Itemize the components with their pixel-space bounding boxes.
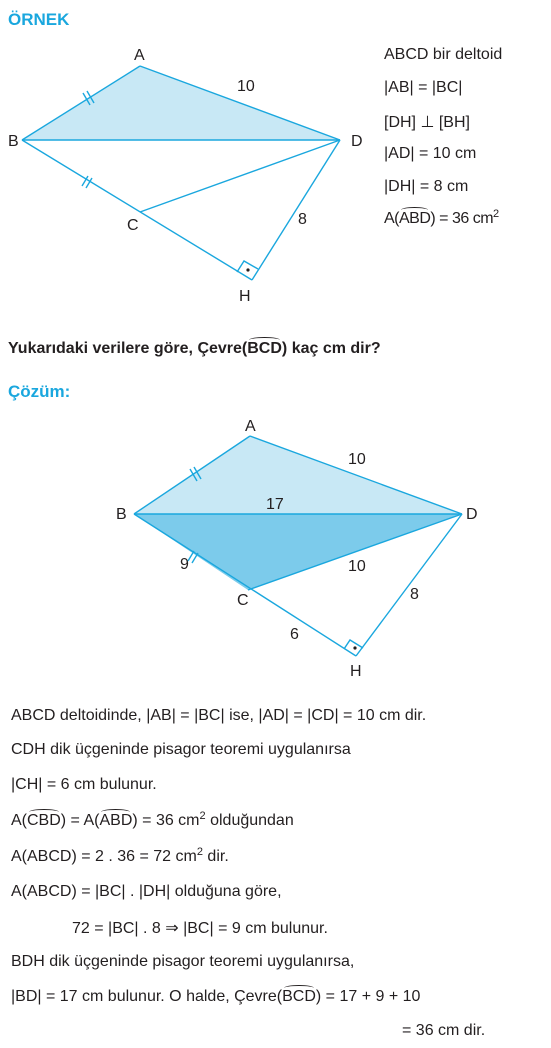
label-dh: 8 bbox=[410, 586, 419, 603]
vertex-h: H bbox=[350, 663, 362, 680]
solution-line-5: A(ABCD) = 2 . 36 = 72 $cm^2$ dir. bbox=[11, 846, 229, 865]
angle-hat: BCD bbox=[282, 988, 316, 1005]
label-bd: 17 bbox=[266, 496, 284, 513]
solution-line-7: 72 = |BC| . 8 ⇒ |BC| = 9 cm bulunur. bbox=[72, 920, 328, 937]
triangle-cbd-fill bbox=[134, 514, 462, 590]
label-ad: 10 bbox=[348, 451, 366, 468]
solution-line-2: CDH dik üçgeninde pisagor teoremi uygulanırsa bbox=[11, 741, 351, 758]
vertex-a: A bbox=[134, 47, 145, 64]
label-ad: 10 bbox=[237, 78, 255, 95]
example-heading: ÖRNEK bbox=[8, 10, 70, 29]
given-line-6: A(ABD) = 36 $cm^2$ bbox=[384, 208, 499, 227]
angle-hat: CBD bbox=[27, 812, 61, 829]
label-dh: 8 bbox=[298, 211, 307, 228]
solution-line-3: |CH| = 6 cm bulunur. bbox=[11, 776, 157, 793]
vertex-b: B bbox=[116, 506, 127, 523]
given-line-5: |DH| = 8 cm bbox=[384, 178, 469, 195]
label-cd: 10 bbox=[348, 558, 366, 575]
given-line-3: [DH] ⊥ [BH] bbox=[384, 114, 470, 131]
solution-line-1: ABCD deltoidinde, |AB| = |BC| ise, |AD| = |CD| = 10 cm dir. bbox=[11, 707, 427, 724]
vertex-b: B bbox=[8, 133, 19, 150]
solution-line-10: = 36 cm dir. bbox=[402, 1022, 486, 1039]
angle-hat: ABD bbox=[99, 812, 133, 829]
given-line-4: |AD| = 10 cm bbox=[384, 145, 477, 162]
vertex-d: D bbox=[351, 133, 363, 150]
label-ch: 6 bbox=[290, 626, 299, 643]
vertex-a: A bbox=[245, 418, 256, 435]
solution-line-8: BDH dik üçgeninde pisagor teoremi uygulanırsa, bbox=[11, 953, 355, 970]
solution-heading: Çözüm: bbox=[8, 382, 71, 401]
question-text: Yukarıdaki verilere göre, Çevre(BCD) kaç cm dir? bbox=[8, 340, 381, 357]
solution-line-6: A(ABCD) = |BC| . |DH| olduğuna göre, bbox=[11, 883, 282, 900]
solution-line-9: |BD| = 17 cm bulunur. O halde, Çevre(BCD) = 17 + 9 + 10 bbox=[11, 988, 421, 1005]
given-line-1: ABCD bir deltoid bbox=[384, 46, 503, 63]
given-line-2: |AB| = |BC| bbox=[384, 79, 463, 96]
label-bc: 9 bbox=[180, 556, 189, 573]
angle-hat: BCD bbox=[247, 340, 282, 357]
solution-line-4: A(CBD) = A(ABD) = 36 $cm^2$ olduğundan bbox=[11, 810, 294, 829]
right-angle-dot bbox=[353, 646, 356, 649]
angle-hat: ABD bbox=[399, 210, 431, 227]
vertex-d: D bbox=[466, 506, 478, 523]
triangle-abd-fill bbox=[134, 436, 462, 514]
vertex-c: C bbox=[127, 217, 139, 234]
vertex-h: H bbox=[239, 288, 251, 305]
vertex-c: C bbox=[237, 592, 249, 609]
